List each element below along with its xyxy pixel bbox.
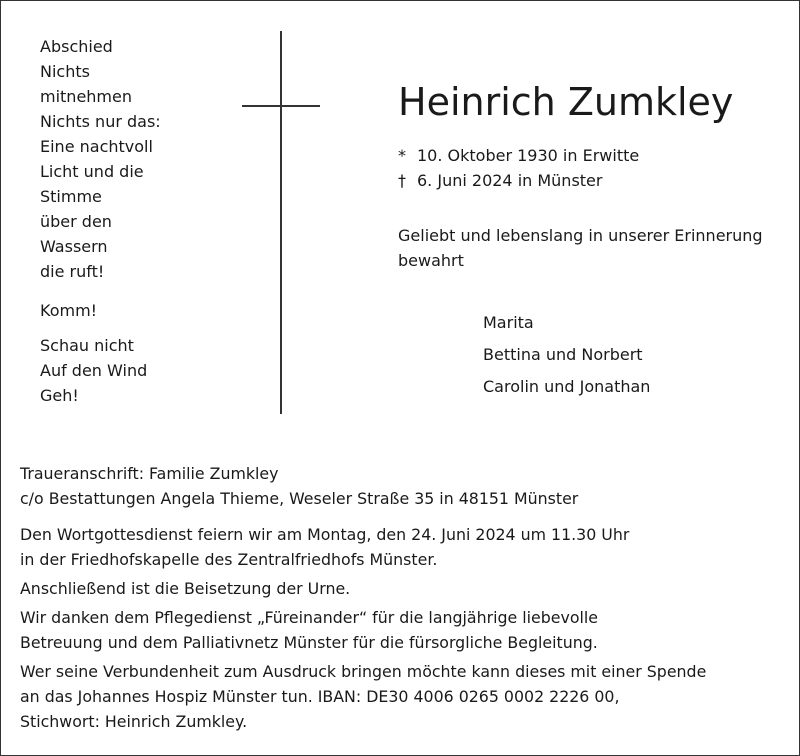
poem-line: Nichts nur das: [40, 112, 161, 131]
poem-line: Auf den Wind [40, 361, 148, 380]
birth-star-icon: * [398, 146, 406, 165]
poem-stanza [40, 298, 161, 323]
donation-info [20, 659, 790, 734]
death-date: 6. Juni 2024 in Münster [417, 171, 603, 190]
death-dagger-icon: † [398, 171, 406, 190]
address-line: c/o Bestattungen Angela Thieme, Weseler Straße 35 in 48151 Münster [20, 489, 579, 508]
service-line: in der Friedhofskapelle des Zentralfriedhofs Münster. [20, 550, 438, 569]
mourning-address [20, 461, 790, 511]
birth-date: 10. Oktober 1930 in Erwitte [417, 146, 640, 165]
poem-line: über den [40, 212, 112, 231]
cross-icon-bar [242, 105, 320, 107]
poem-line: Nichts [40, 62, 90, 81]
poem-line: die ruft! [40, 262, 105, 281]
life-dates [398, 143, 639, 193]
poem-line: Stimme [40, 187, 102, 206]
poem-line: Abschied [40, 37, 113, 56]
burial-info [20, 576, 790, 601]
address-line: Traueranschrift: Familie Zumkley [20, 464, 279, 483]
poem-line: Wassern [40, 237, 108, 256]
donation-line: Wer seine Verbundenheit zum Ausdruck bringen möchte kann dieses mit einer Spende [20, 662, 707, 681]
memory-text: Geliebt und lebenslang in unserer Erinnerung bewahrt [398, 226, 763, 270]
thanks-line: Wir danken dem Pflegedienst „Füreinander“ für die langjährige liebevolle [20, 608, 599, 627]
thanks-text [20, 605, 790, 655]
mourners-list [483, 307, 650, 403]
mourner-name: Bettina und Norbert [483, 345, 643, 364]
poem-line: Eine nachtvoll [40, 137, 153, 156]
notice-details [20, 461, 790, 734]
poem-line: Geh! [40, 386, 79, 405]
burial-line: Anschließend ist die Beisetzung der Urne. [20, 579, 351, 598]
birth-date-row [398, 143, 639, 168]
donation-line: an das Johannes Hospiz Münster tun. IBAN: DE30 4006 0265 0002 2226 00, [20, 687, 620, 706]
thanks-line: Betreuung und dem Palliativnetz Münster für die fürsorgliche Begleitung. [20, 633, 598, 652]
death-date-row [398, 168, 639, 193]
poem-line: Licht und die [40, 162, 144, 181]
deceased-name: Heinrich Zumkley [398, 80, 734, 124]
poem-line: Komm! [40, 301, 98, 320]
cross-icon [280, 31, 282, 414]
poem-stanza [40, 34, 161, 284]
mourner-name: Marita [483, 313, 534, 332]
poem [40, 34, 161, 408]
poem-line: mitnehmen [40, 87, 132, 106]
poem-stanza [40, 333, 161, 408]
service-line: Den Wortgottesdienst feiern wir am Montag, den 24. Juni 2024 um 11.30 Uhr [20, 525, 630, 544]
donation-line: Stichwort: Heinrich Zumkley. [20, 712, 248, 731]
poem-line: Schau nicht [40, 336, 134, 355]
service-info [20, 522, 790, 572]
mourner-name: Carolin und Jonathan [483, 377, 651, 396]
